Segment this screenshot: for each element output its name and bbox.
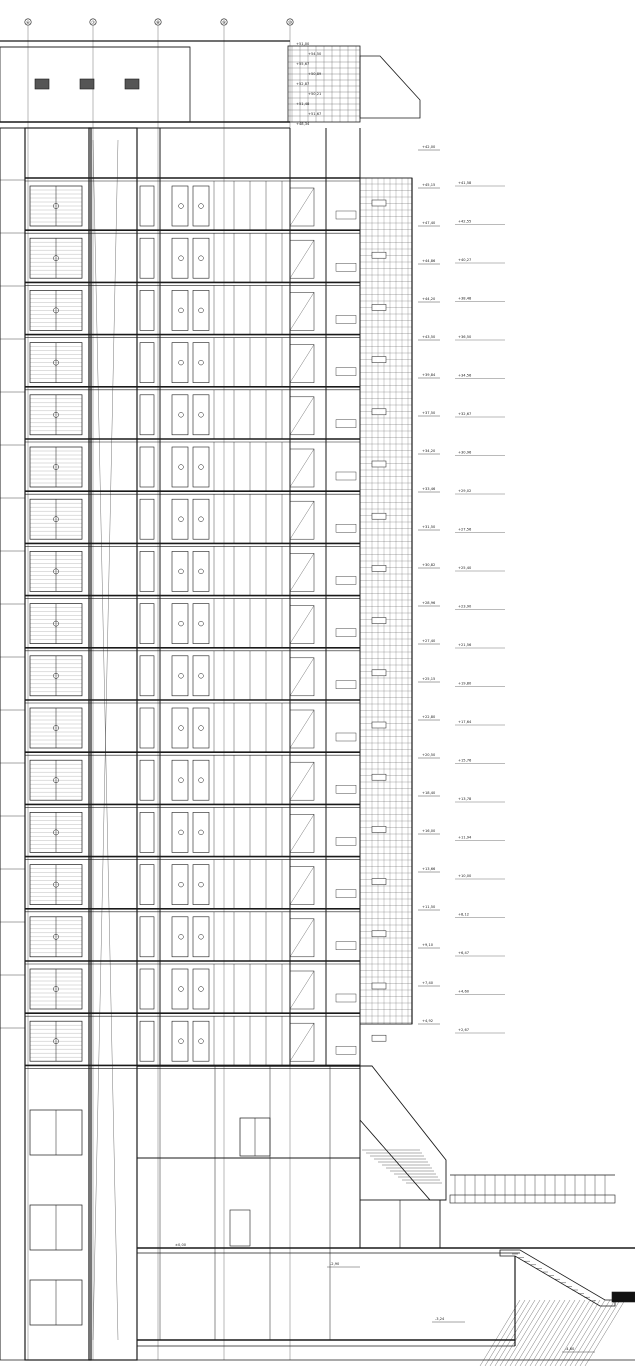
corridor-door — [140, 604, 154, 644]
door-marker — [179, 517, 184, 522]
elevation-mark: +40,27 — [458, 258, 472, 262]
corridor-door — [140, 917, 154, 957]
elevation-mark: +45,15 — [422, 183, 436, 187]
elevation-mark: +7,40 — [422, 981, 434, 985]
level-tag-box — [336, 472, 356, 480]
window-diagonal — [290, 1023, 314, 1061]
earth-hatch — [500, 1300, 540, 1366]
door-marker — [199, 412, 204, 417]
facade-level-box — [372, 618, 386, 624]
elevation-mark: +37,50 — [422, 411, 436, 415]
corridor-door — [172, 760, 188, 800]
corridor-door — [140, 290, 154, 330]
roof-elevation-mark: +51,00 — [296, 42, 310, 46]
level-tag-box — [336, 890, 356, 898]
facade-level-box — [372, 409, 386, 415]
earth-hatch — [515, 1300, 555, 1366]
basement-elevation-mark: ±0,00 — [175, 1243, 187, 1247]
level-tag-box — [336, 263, 356, 271]
earth-hatch — [490, 1300, 530, 1366]
elevation-mark: +30,82 — [422, 563, 436, 567]
door-marker — [179, 1039, 184, 1044]
corridor-door — [193, 238, 209, 278]
corridor-door — [140, 186, 154, 226]
roof-elevation-mark: +54,50 — [308, 52, 322, 56]
corridor-door — [193, 760, 209, 800]
door-marker — [199, 465, 204, 470]
level-tag-box — [336, 1046, 356, 1054]
earth-hatch — [535, 1300, 575, 1366]
podium-upper-level — [137, 1066, 360, 1158]
corridor-door — [140, 708, 154, 748]
facade-level-box — [372, 252, 386, 258]
level-tag-box — [336, 368, 356, 376]
elevation-mark: +16,00 — [422, 829, 436, 833]
drawing-annotations — [25, 19, 575, 1351]
corridor-door — [140, 447, 154, 487]
corridor-door — [140, 238, 154, 278]
corridor-door — [172, 604, 188, 644]
earth-hatch — [585, 1300, 625, 1366]
corridor-door — [172, 395, 188, 435]
door-marker — [199, 673, 204, 678]
corridor-door — [172, 238, 188, 278]
elevation-mark: +4,92 — [422, 1019, 434, 1023]
facade-level-box — [372, 670, 386, 676]
door-marker — [199, 1039, 204, 1044]
door-marker — [199, 934, 204, 939]
corridor-door — [193, 551, 209, 591]
grid-axis-label: ⑩ — [287, 21, 293, 26]
window-diagonal — [290, 710, 314, 748]
elevation-mark: +36,50 — [458, 335, 472, 339]
door-marker — [199, 204, 204, 209]
roof-sloped-canopy — [360, 56, 420, 118]
elevation-mark: +19,80 — [458, 681, 472, 686]
window-diagonal — [290, 762, 314, 800]
elevation-mark: +2,67 — [458, 1028, 470, 1032]
corridor-door — [172, 447, 188, 487]
door-marker — [199, 882, 204, 887]
level-tag-box — [336, 942, 356, 950]
facade-level-box — [372, 357, 386, 363]
pergola-beam — [450, 1195, 615, 1203]
door-marker — [199, 517, 204, 522]
elevation-mark: +25,40 — [458, 566, 472, 570]
facade-level-box — [372, 879, 386, 885]
corridor-door — [172, 917, 188, 957]
earth-hatch — [565, 1300, 605, 1366]
corridor-door — [172, 186, 188, 226]
corridor-door — [193, 604, 209, 644]
door-marker — [199, 830, 204, 835]
elevation-mark: +27,56 — [458, 527, 472, 532]
level-tag-box — [336, 681, 356, 689]
roof-elevation-mark: +52,87 — [296, 82, 310, 86]
facade-level-box — [372, 565, 386, 571]
earth-hatch — [570, 1300, 610, 1366]
facade-level-box — [372, 1035, 386, 1041]
level-tag-box — [336, 785, 356, 793]
elevation-mark: +29,02 — [458, 489, 472, 493]
door-marker — [179, 569, 184, 574]
earth-hatch — [485, 1300, 525, 1366]
elevation-mark: +47,40 — [422, 221, 436, 225]
roof-vent-louver — [35, 79, 49, 89]
roof-elevation-mark: +55,67 — [296, 62, 310, 66]
elevation-mark: +42,00 — [422, 145, 436, 149]
corridor-door — [172, 812, 188, 852]
elevation-mark: +25,15 — [422, 677, 436, 681]
basement-elevation-mark: -2,90 — [330, 1262, 340, 1266]
elevation-mark: +10,00 — [458, 874, 472, 878]
elevation-mark: +28,96 — [422, 601, 436, 605]
roof-elevation-mark: +50,89 — [308, 72, 322, 76]
window-diagonal — [290, 919, 314, 957]
corridor-door — [172, 969, 188, 1009]
door-marker — [179, 308, 184, 313]
window-diagonal — [290, 188, 314, 226]
basement-elevation-mark: -4,80 — [565, 1347, 575, 1351]
roof-elevation-mark: +50,21 — [308, 92, 322, 96]
elevation-mark: +9,10 — [422, 943, 434, 947]
earth-hatch — [505, 1300, 545, 1366]
window-diagonal — [290, 867, 314, 905]
facade-level-box — [372, 722, 386, 728]
elevation-mark: +38,48 — [458, 296, 472, 301]
facade-level-box — [372, 983, 386, 989]
window-diagonal — [290, 449, 314, 487]
elevation-mark: +34,20 — [422, 449, 436, 453]
elevation-mark: +13,78 — [458, 797, 472, 801]
door-marker — [199, 308, 204, 313]
door-marker — [179, 621, 184, 626]
corridor-door — [140, 499, 154, 539]
roof-elevation-mark: +48,34 — [296, 122, 310, 126]
earth-hatch — [550, 1300, 590, 1366]
level-tag-box — [336, 837, 356, 845]
elevation-mark: +39,84 — [422, 373, 436, 377]
level-tag-box — [336, 733, 356, 741]
corridor-door — [193, 395, 209, 435]
earth-hatch — [575, 1300, 615, 1366]
roof-vent-louver — [80, 79, 94, 89]
corridor-door — [193, 917, 209, 957]
door-marker — [179, 830, 184, 835]
door-marker — [179, 256, 184, 261]
corridor-door — [193, 708, 209, 748]
corridor-door — [140, 1021, 154, 1061]
podium-lower-level — [137, 1158, 360, 1248]
window-diagonal — [290, 240, 314, 278]
elevation-mark: +22,80 — [422, 715, 436, 719]
exterior-stair — [500, 1250, 615, 1306]
facade-level-box — [372, 304, 386, 310]
elevation-mark: +31,50 — [422, 525, 436, 529]
corridor-door — [193, 656, 209, 696]
corridor-door — [140, 656, 154, 696]
corridor-door — [140, 865, 154, 905]
corridor-door — [193, 499, 209, 539]
door-marker — [179, 673, 184, 678]
elevation-mark: +32,67 — [458, 412, 472, 416]
corridor-door — [193, 865, 209, 905]
door-marker — [179, 465, 184, 470]
corridor-door — [140, 551, 154, 591]
door-marker — [199, 987, 204, 992]
facade-level-box — [372, 826, 386, 832]
elevation-mark: +21,56 — [458, 643, 472, 647]
door-marker — [179, 882, 184, 887]
elevation-mark: +27,40 — [422, 639, 436, 643]
corridor-door — [140, 343, 154, 383]
window-diagonal — [290, 606, 314, 644]
earth-hatch — [530, 1300, 570, 1366]
earth-hatch — [540, 1300, 580, 1366]
elevation-mark: +6,47 — [458, 951, 470, 955]
window-diagonal — [290, 397, 314, 435]
corridor-door — [193, 290, 209, 330]
window-diagonal — [290, 658, 314, 696]
roof-elevation-mark: +51,67 — [308, 112, 322, 116]
podium-door — [230, 1210, 250, 1246]
earth-hatch — [480, 1300, 520, 1366]
earth-hatch — [525, 1300, 565, 1366]
corridor-door — [172, 656, 188, 696]
elevation-mark: +43,50 — [422, 335, 436, 339]
level-tag-box — [336, 211, 356, 219]
elevation-mark: +44,20 — [422, 297, 436, 301]
door-marker — [179, 412, 184, 417]
elevation-mark: +4,60 — [458, 989, 470, 994]
roof-plant-room — [0, 47, 190, 122]
window-diagonal — [290, 345, 314, 383]
basement-elevation-mark: -3,24 — [435, 1317, 445, 1321]
corridor-door — [172, 343, 188, 383]
earth-hatch — [560, 1300, 600, 1366]
roof-vent-louver — [125, 79, 139, 89]
level-tag-box — [336, 420, 356, 428]
level-tag-box — [336, 315, 356, 323]
window-diagonal — [290, 292, 314, 330]
window-diagonal — [290, 814, 314, 852]
grid-axis-label: ⑦ — [90, 21, 96, 26]
grid-axis-label: ⑧ — [155, 21, 161, 26]
grid-axis-label: ⑨ — [221, 21, 227, 26]
stair-landing — [612, 1292, 635, 1302]
level-tag-box — [336, 576, 356, 584]
door-marker — [179, 360, 184, 365]
corridor-door — [140, 395, 154, 435]
corridor-door — [193, 1021, 209, 1061]
facade-level-box — [372, 931, 386, 937]
corridor-door — [172, 499, 188, 539]
elevation-mark: +23,90 — [458, 604, 472, 609]
corridor-door — [193, 969, 209, 1009]
corridor-door — [193, 447, 209, 487]
grid-axis-label: ⑥ — [25, 21, 31, 26]
window-diagonal — [290, 971, 314, 1009]
elevation-mark: +11,50 — [422, 905, 436, 909]
elevation-mark: +18,40 — [422, 791, 436, 795]
elevation-mark: +33,46 — [422, 487, 436, 491]
facade-level-box — [372, 513, 386, 519]
level-tag-box — [336, 629, 356, 637]
elevation-mark: +17,64 — [458, 720, 472, 724]
elevation-mark: +13,66 — [422, 867, 436, 871]
facade-level-box — [372, 774, 386, 780]
elevation-mark: +15,76 — [458, 758, 472, 763]
window-diagonal — [290, 501, 314, 539]
stair-shaft-wall — [89, 128, 137, 1360]
earth-hatch — [555, 1300, 595, 1366]
corridor-door — [193, 812, 209, 852]
door-marker — [199, 726, 204, 731]
corridor-door — [172, 865, 188, 905]
elevation-mark: +11,94 — [458, 835, 472, 840]
corridor-door — [193, 343, 209, 383]
corridor-door — [140, 812, 154, 852]
door-marker — [199, 621, 204, 626]
earth-hatch — [510, 1300, 550, 1366]
corridor-door — [172, 551, 188, 591]
door-marker — [199, 360, 204, 365]
corridor-door — [172, 290, 188, 330]
level-tag-box — [336, 524, 356, 532]
earth-hatch — [520, 1300, 560, 1366]
building-structure — [0, 26, 635, 1366]
facade-level-box — [372, 461, 386, 467]
earth-hatch — [580, 1300, 620, 1366]
door-marker — [179, 987, 184, 992]
door-marker — [179, 778, 184, 783]
elevation-mark: +42,55 — [458, 219, 472, 224]
elevation-mark: +20,50 — [422, 753, 436, 757]
earth-hatch — [545, 1300, 585, 1366]
level-tag-box — [336, 994, 356, 1002]
door-marker — [199, 256, 204, 261]
door-marker — [179, 726, 184, 731]
facade-level-box — [372, 200, 386, 206]
door-marker — [199, 778, 204, 783]
elevation-mark: +30,96 — [458, 450, 472, 455]
elevation-mark: +8,12 — [458, 912, 470, 917]
corridor-door — [140, 969, 154, 1009]
elevation-mark: +34,56 — [458, 373, 472, 378]
door-marker — [179, 934, 184, 939]
corridor-door — [193, 186, 209, 226]
elevation-mark: +41,58 — [458, 181, 472, 185]
corridor-door — [140, 760, 154, 800]
corridor-door — [172, 708, 188, 748]
door-marker — [199, 569, 204, 574]
elevation-mark: +44,86 — [422, 259, 436, 263]
window-diagonal — [290, 553, 314, 591]
door-marker — [179, 204, 184, 209]
roof-elevation-mark: +51,48 — [296, 102, 310, 106]
corridor-door — [172, 1021, 188, 1061]
